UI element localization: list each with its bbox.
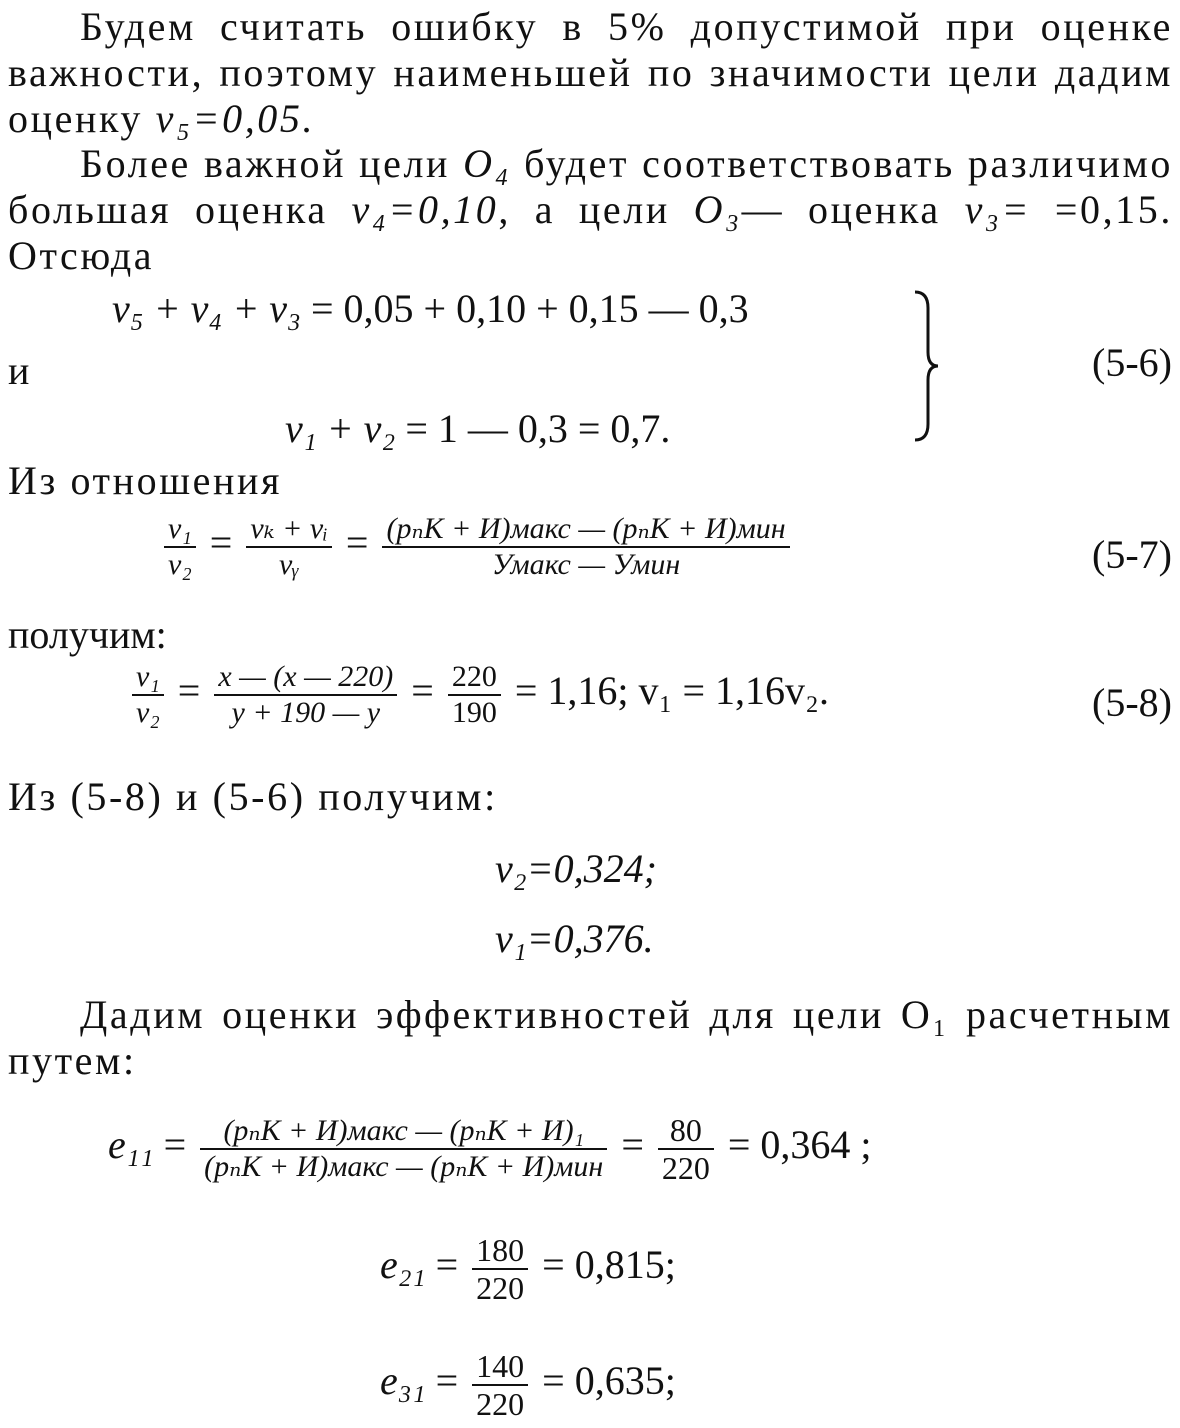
eq-e11: e₁₁ = $\frac{\text{(pₙK + И)макс — (pₙK + И)₁}}{\text{(pₙK + И)макс — (pₙK + И)мин}}$ = $\frac{80}{220}$ = 0,364 ; xyxy=(108,1112,872,1186)
eq-5-6-line-2: v₁ + v₂ = 1 — 0,3 = 0,7. xyxy=(285,406,671,451)
v1-value: v₁=0,376. xyxy=(495,916,654,961)
eq-5-8: $\frac{\text{v₁}}{\text{v₂}}$ = $\frac{x — (x — 220)}{y + 190 — y}$ = $\frac{220}{190}$ = 1,16; v₁ = 1,16v₂. xyxy=(128,660,829,730)
v5-value: v₅=0,05. xyxy=(155,96,316,141)
fraction-140-220: $\frac{140}{220}$ xyxy=(472,1348,528,1422)
fraction-vk-vi-vy: $\frac{\text{vₖ + vᵢ}}{\text{vᵧ}}$ xyxy=(246,512,332,582)
eq-5-6-line-1: v₅ + v₄ + v₃ = 0,05 + 0,10 + 0,15 — 0,3 xyxy=(112,286,749,331)
obtain-label: получим: xyxy=(8,612,167,657)
paragraph-2: Более важной цели O₄ будет соответствовать различимо большая оценка v₄=0,10, а цели O₃— оценка v₃= =0,15. Отсюда xyxy=(8,141,1174,278)
fraction-cost-range: $\frac{\text{(pₙK + И)макс — (pₙK + И)мин}}{\text{Умакс — Умин}}$ xyxy=(382,512,789,582)
paragraph-1: Будем считать ошибку в 5% допустимой при оценке важности, поэтому наименьшей по значимости цели дадим оценку v₅=0,05. xyxy=(8,4,1173,141)
paragraph-3: Дадим оценки эффективностей для цели O₁ расчетным путем: xyxy=(8,992,1173,1083)
eq-number-5-7: (5-7) xyxy=(1092,532,1172,577)
eq-number-5-8: (5-8) xyxy=(1092,680,1172,725)
eq-e21: e₂₁ = $\frac{180}{220}$ = 0,815; xyxy=(380,1232,676,1306)
from-relation-label: Из отношения xyxy=(8,458,283,503)
fraction-x-y: $\frac{x — (x — 220)}{y + 190 — y}$ xyxy=(214,660,397,730)
fraction-v1-v2-b: $\frac{\text{v₁}}{\text{v₂}}$ xyxy=(132,660,164,730)
fraction-80-220: $\frac{80}{220}$ xyxy=(658,1112,714,1186)
eq-number-5-6: (5-6) xyxy=(1092,340,1172,385)
fraction-v1-v2: $\frac{\text{v₁}}{\text{v₂}}$ xyxy=(164,512,196,582)
from-5-8-5-6: Из (5-8) и (5-6) получим: xyxy=(8,774,498,819)
fraction-e11: $\frac{\text{(pₙK + И)макс — (pₙK + И)₁}}{\text{(pₙK + И)макс — (pₙK + И)мин}}$ xyxy=(200,1114,607,1184)
fraction-220-190: $\frac{220}{190}$ xyxy=(448,660,501,730)
right-brace xyxy=(912,290,940,442)
v2-value: v₂=0,324; xyxy=(495,846,657,891)
eq-5-6-and: и xyxy=(8,348,33,393)
eq-5-7: $\frac{\text{v₁}}{\text{v₂}}$ = $\frac{\text{vₖ + vᵢ}}{\text{vᵧ}}$ = $\frac{\text{(pₙK + И)макс — (pₙK + И)мин}}{\text{Умакс — Умин}}$ xyxy=(160,512,794,582)
eq-e31: e₃₁ = $\frac{140}{220}$ = 0,635; xyxy=(380,1348,676,1422)
fraction-180-220: $\frac{180}{220}$ xyxy=(472,1232,528,1306)
